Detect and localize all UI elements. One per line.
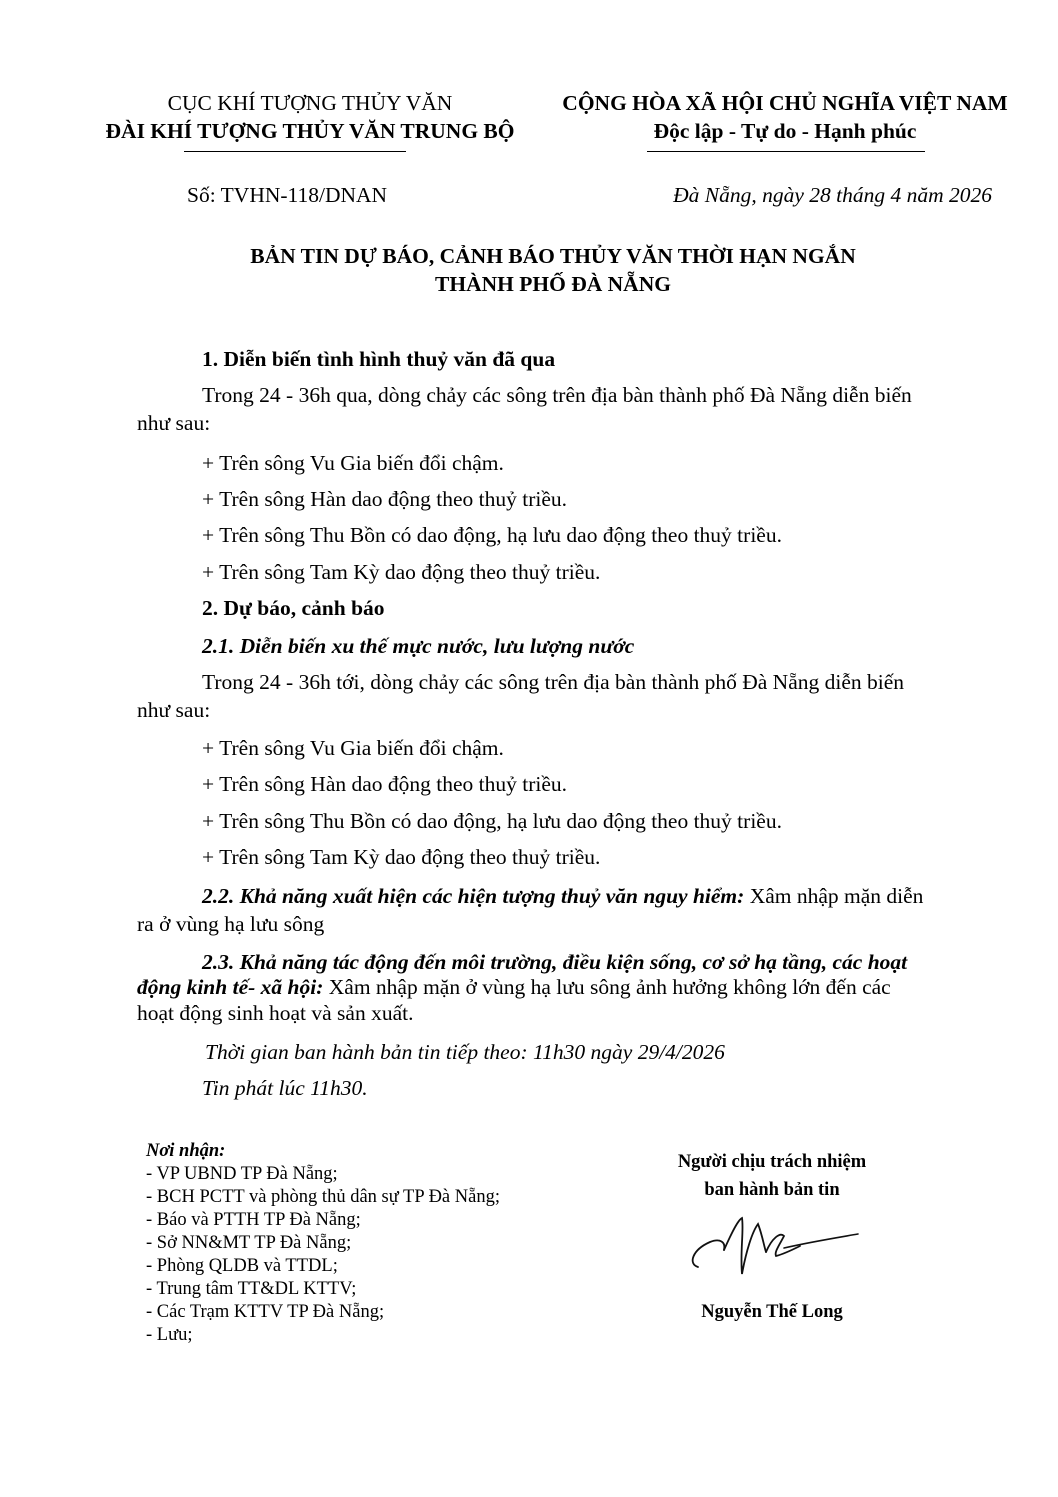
section1-intro-cont: như sau: <box>137 411 211 435</box>
section2-3-text: Xâm nhập mặn ở vùng hạ lưu sông ảnh hưởng không lớn đến các <box>323 975 891 999</box>
list-item: - Phòng QLDB và TTDL; <box>146 1256 338 1276</box>
section2-1-heading: 2.1. Diễn biến xu thế mực nước, lưu lượng nước <box>202 634 635 658</box>
section2-2-heading: 2.2. Khả năng xuất hiện các hiện tượng thuỷ văn nguy hiểm: <box>202 884 745 908</box>
section1-heading: 1. Diễn biến tình hình thuỷ văn đã qua <box>202 347 556 371</box>
section2-2-text-cont: ra ở vùng hạ lưu sông <box>137 912 325 936</box>
section2-2-text: Xâm nhập mặn diễn <box>744 884 924 908</box>
signer-role-line1: Người chịu trách nhiệm <box>677 1152 867 1172</box>
section2-3-heading: 2.3. Khả năng tác động đến môi trường, điều kiện sống, cơ sở hạ tầng, các hoạt <box>202 950 908 974</box>
section2-intro: Trong 24 - 36h tới, dòng chảy các sông trên địa bàn thành phố Đà Nẵng diễn biến <box>202 670 905 694</box>
document-title-line1: BẢN TIN DỰ BÁO, CẢNH BÁO THỦY VĂN THỜI HẠN NGẮN <box>250 244 856 268</box>
signature-image <box>680 1212 870 1287</box>
issued-at: Tin phát lúc 11h30. <box>202 1076 368 1100</box>
signer-name: Nguyễn Thế Long <box>701 1302 843 1322</box>
national-motto: Độc lập - Tự do - Hạnh phúc <box>653 119 917 143</box>
agency-parent: CỤC KHÍ TƯỢNG THỦY VĂN <box>167 91 453 115</box>
list-item: + Trên sông Tam Kỳ dao động theo thuỷ triều. <box>202 560 601 584</box>
agency-name: ĐÀI KHÍ TƯỢNG THỦY VĂN TRUNG BỘ <box>105 119 515 143</box>
next-issue-time: Thời gian ban hành bản tin tiếp theo: 11h30 ngày 29/4/2026 <box>205 1040 725 1064</box>
section2-heading: 2. Dự báo, cảnh báo <box>202 596 385 620</box>
section2-3-text-cont: hoạt động sinh hoạt và sản xuất. <box>137 1001 414 1025</box>
section2-intro-cont: như sau: <box>137 698 211 722</box>
section2-3-paragraph <box>137 975 891 1000</box>
list-item: - BCH PCTT và phòng thủ dân sự TP Đà Nẵng; <box>146 1187 500 1207</box>
list-item: - VP UBND TP Đà Nẵng; <box>146 1164 338 1184</box>
section2-3-heading-cont: động kinh tế- xã hội: <box>137 975 324 999</box>
recipients-heading: Nơi nhận: <box>146 1141 226 1161</box>
list-item: + Trên sông Hàn dao động theo thuỷ triều. <box>202 487 568 511</box>
list-item: - Báo và PTTH TP Đà Nẵng; <box>146 1210 361 1230</box>
recipients-block <box>146 1139 500 1347</box>
list-item: - Trung tâm TT&DL KTTV; <box>146 1279 357 1299</box>
list-item: + Trên sông Tam Kỳ dao động theo thuỷ triều. <box>202 845 601 869</box>
document-title-line2: THÀNH PHỐ ĐÀ NẴNG <box>435 272 671 296</box>
list-item: + Trên sông Vu Gia biến đổi chậm. <box>202 451 504 475</box>
list-item: - Sở NN&MT TP Đà Nẵng; <box>146 1233 352 1253</box>
signer-role-line2: ban hành bản tin <box>704 1180 840 1200</box>
section2-2-paragraph <box>202 884 923 909</box>
section1-intro: Trong 24 - 36h qua, dòng chảy các sông trên địa bàn thành phố Đà Nẵng diễn biến <box>202 383 912 407</box>
motto-underline <box>647 151 925 152</box>
country-name: CỘNG HÒA XÃ HỘI CHỦ NGHĨA VIỆT NAM <box>562 91 1008 115</box>
document-number: Số: TVHN-118/DNAN <box>187 183 388 207</box>
list-item: + Trên sông Vu Gia biến đổi chậm. <box>202 736 504 760</box>
agency-underline <box>184 151 406 152</box>
list-item: - Các Trạm KTTV TP Đà Nẵng; <box>146 1302 385 1322</box>
list-item: + Trên sông Thu Bồn có dao động, hạ lưu dao động theo thuỷ triều. <box>202 523 782 547</box>
list-item: + Trên sông Hàn dao động theo thuỷ triều. <box>202 772 568 796</box>
place-date: Đà Nẵng, ngày 28 tháng 4 năm 2026 <box>673 183 992 207</box>
list-item: + Trên sông Thu Bồn có dao động, hạ lưu dao động theo thuỷ triều. <box>202 809 782 833</box>
list-item: - Lưu; <box>146 1325 193 1345</box>
